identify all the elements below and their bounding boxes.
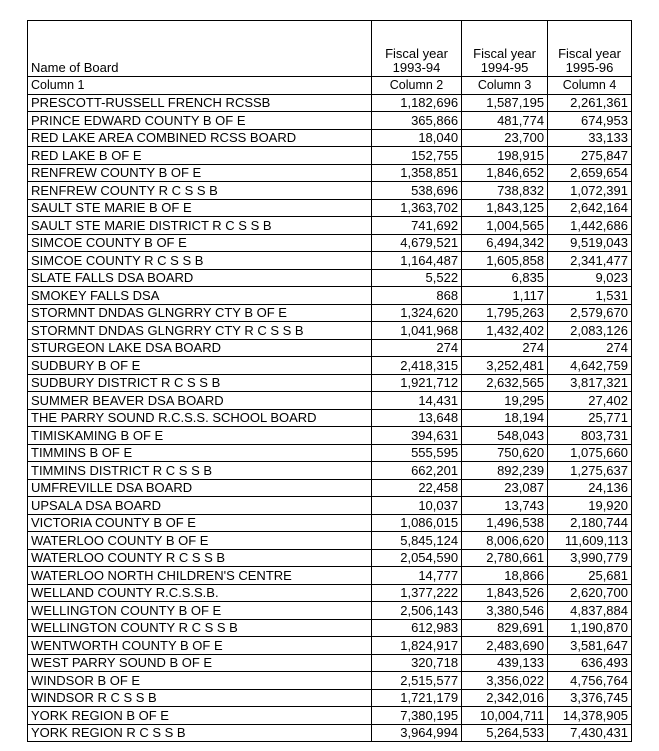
board-name-cell: TIMMINS DISTRICT R C S S B xyxy=(28,462,372,480)
board-name-cell: UMFREVILLE DSA BOARD xyxy=(28,479,372,497)
fy-1995-96-cell: 3,581,647 xyxy=(548,637,632,655)
fy-1995-96-cell: 4,642,759 xyxy=(548,357,632,375)
board-name-cell: SUMMER BEAVER DSA BOARD xyxy=(28,392,372,410)
fy-1993-94-cell: 1,086,015 xyxy=(371,514,461,532)
fy-1995-96-cell: 9,519,043 xyxy=(548,234,632,252)
table-row xyxy=(28,164,632,182)
table-row xyxy=(28,374,632,392)
board-name-cell: YORK REGION R C S S B xyxy=(28,724,372,742)
fy-1995-96-cell: 1,190,870 xyxy=(548,619,632,637)
table-row xyxy=(28,129,632,147)
table-row xyxy=(28,147,632,165)
fy-1993-94-cell: 1,164,487 xyxy=(371,252,461,270)
fy-1994-95-cell: 13,743 xyxy=(462,497,548,515)
fy-1994-95-cell: 892,239 xyxy=(462,462,548,480)
table-row xyxy=(28,602,632,620)
table-row xyxy=(28,689,632,707)
board-name-cell: RENFREW COUNTY B OF E xyxy=(28,164,372,182)
fy-1993-94-cell: 10,037 xyxy=(371,497,461,515)
board-name-cell: STORMNT DNDAS GLNGRRY CTY R C S S B xyxy=(28,322,372,340)
board-name-cell: UPSALA DSA BOARD xyxy=(28,497,372,515)
fy-1993-94-cell: 152,755 xyxy=(371,147,461,165)
column-4-label: Column 4 xyxy=(548,77,632,95)
board-name-cell: SUDBURY B OF E xyxy=(28,357,372,375)
fy-1994-95-cell: 3,380,546 xyxy=(462,602,548,620)
fy-1995-96-cell: 25,771 xyxy=(548,409,632,427)
fy-1993-94-cell: 18,040 xyxy=(371,129,461,147)
fy-1994-95-cell: 481,774 xyxy=(462,112,548,130)
board-name-cell: WATERLOO COUNTY B OF E xyxy=(28,532,372,550)
fy-1994-95-cell: 3,356,022 xyxy=(462,672,548,690)
fy-1994-95-cell: 274 xyxy=(462,339,548,357)
board-name-cell: SLATE FALLS DSA BOARD xyxy=(28,269,372,287)
fy-1995-96-cell: 3,376,745 xyxy=(548,689,632,707)
fy-1993-94-cell: 2,054,590 xyxy=(371,549,461,567)
fy-1993-94-cell: 741,692 xyxy=(371,217,461,235)
table-row xyxy=(28,322,632,340)
board-name-cell: PRINCE EDWARD COUNTY B OF E xyxy=(28,112,372,130)
fy-1993-94-cell: 1,041,968 xyxy=(371,322,461,340)
board-name-cell: SUDBURY DISTRICT R C S S B xyxy=(28,374,372,392)
fy-1995-96-cell: 2,642,164 xyxy=(548,199,632,217)
fy-1994-95-cell: 19,295 xyxy=(462,392,548,410)
fy-1995-96-cell: 27,402 xyxy=(548,392,632,410)
board-name-cell: STORMNT DNDAS GLNGRRY CTY B OF E xyxy=(28,304,372,322)
fy-1994-95-cell: 2,483,690 xyxy=(462,637,548,655)
fy-1994-95-cell: 18,194 xyxy=(462,409,548,427)
fy-1994-95-cell: 750,620 xyxy=(462,444,548,462)
table-row xyxy=(28,287,632,305)
fy-1995-96-cell: 274 xyxy=(548,339,632,357)
table-row xyxy=(28,94,632,112)
fy-1993-94-cell: 14,431 xyxy=(371,392,461,410)
table-row xyxy=(28,339,632,357)
fy-1994-95-cell: 23,700 xyxy=(462,129,548,147)
column-3-label: Column 3 xyxy=(462,77,548,95)
fy-1995-96-cell: 4,756,764 xyxy=(548,672,632,690)
fiscal-year-1994-95-header: Fiscal year 1994-95 xyxy=(462,21,548,77)
fy-1994-95-cell: 2,780,661 xyxy=(462,549,548,567)
fy-1995-96-cell: 3,817,321 xyxy=(548,374,632,392)
fy-1995-96-cell: 1,442,686 xyxy=(548,217,632,235)
board-name-cell: TIMISKAMING B OF E xyxy=(28,427,372,445)
table-row xyxy=(28,392,632,410)
fy-1994-95-cell: 548,043 xyxy=(462,427,548,445)
fy-1993-94-cell: 1,182,696 xyxy=(371,94,461,112)
fy-1993-94-cell: 4,679,521 xyxy=(371,234,461,252)
fy-1993-94-cell: 2,418,315 xyxy=(371,357,461,375)
fy-1993-94-cell: 7,380,195 xyxy=(371,707,461,725)
table-row xyxy=(28,497,632,515)
fy-1993-94-cell: 320,718 xyxy=(371,654,461,672)
fy-1993-94-cell: 538,696 xyxy=(371,182,461,200)
fy-1994-95-cell: 1,795,263 xyxy=(462,304,548,322)
fy-1995-96-cell: 2,620,700 xyxy=(548,584,632,602)
table-row xyxy=(28,567,632,585)
fy-1994-95-cell: 738,832 xyxy=(462,182,548,200)
table-row xyxy=(28,549,632,567)
fy-1995-96-cell: 1,075,660 xyxy=(548,444,632,462)
fy-1993-94-cell: 22,458 xyxy=(371,479,461,497)
board-name-cell: WATERLOO NORTH CHILDREN'S CENTRE xyxy=(28,567,372,585)
fy-1995-96-cell: 14,378,905 xyxy=(548,707,632,725)
fy-1994-95-cell: 3,252,481 xyxy=(462,357,548,375)
fy-1995-96-cell: 1,275,637 xyxy=(548,462,632,480)
fy-1995-96-cell: 24,136 xyxy=(548,479,632,497)
fy-1995-96-cell: 2,261,361 xyxy=(548,94,632,112)
fy-1994-95-cell: 23,087 xyxy=(462,479,548,497)
fy-1994-95-cell: 1,843,526 xyxy=(462,584,548,602)
table-row xyxy=(28,479,632,497)
fiscal-year-1995-96-header: Fiscal year 1995-96 xyxy=(548,21,632,77)
fy-1995-96-cell: 275,847 xyxy=(548,147,632,165)
fy-1993-94-cell: 3,964,994 xyxy=(371,724,461,742)
fy-1994-95-cell: 198,915 xyxy=(462,147,548,165)
table-row xyxy=(28,304,632,322)
fy-1995-96-cell: 33,133 xyxy=(548,129,632,147)
board-name-cell: TIMMINS B OF E xyxy=(28,444,372,462)
board-name-cell: WENTWORTH COUNTY B OF E xyxy=(28,637,372,655)
fy-1993-94-cell: 1,363,702 xyxy=(371,199,461,217)
board-name-cell: WINDSOR R C S S B xyxy=(28,689,372,707)
table-row xyxy=(28,217,632,235)
fy-1993-94-cell: 5,845,124 xyxy=(371,532,461,550)
board-name-cell: THE PARRY SOUND R.C.S.S. SCHOOL BOARD xyxy=(28,409,372,427)
board-name-cell: WELLINGTON COUNTY R C S S B xyxy=(28,619,372,637)
board-name-cell: SIMCOE COUNTY R C S S B xyxy=(28,252,372,270)
fy-1994-95-cell: 18,866 xyxy=(462,567,548,585)
column-number-row xyxy=(28,77,632,95)
fy-1994-95-cell: 2,342,016 xyxy=(462,689,548,707)
fy-1994-95-cell: 1,117 xyxy=(462,287,548,305)
board-name-cell: SIMCOE COUNTY B OF E xyxy=(28,234,372,252)
board-name-cell: SAULT STE MARIE B OF E xyxy=(28,199,372,217)
board-name-cell: SMOKEY FALLS DSA xyxy=(28,287,372,305)
board-name-cell: PRESCOTT-RUSSELL FRENCH RCSSB xyxy=(28,94,372,112)
fy-1993-94-cell: 1,721,179 xyxy=(371,689,461,707)
board-name-cell: STURGEON LAKE DSA BOARD xyxy=(28,339,372,357)
fy-1995-96-cell: 1,072,391 xyxy=(548,182,632,200)
fy-1994-95-cell: 10,004,711 xyxy=(462,707,548,725)
board-name-cell: SAULT STE MARIE DISTRICT R C S S B xyxy=(28,217,372,235)
board-fiscal-table xyxy=(27,20,632,742)
fy-1993-94-cell: 868 xyxy=(371,287,461,305)
board-name-cell: YORK REGION B OF E xyxy=(28,707,372,725)
fy-1994-95-cell: 2,632,565 xyxy=(462,374,548,392)
fy-1994-95-cell: 439,133 xyxy=(462,654,548,672)
table-row xyxy=(28,409,632,427)
fy-1995-96-cell: 2,659,654 xyxy=(548,164,632,182)
fy-1993-94-cell: 394,631 xyxy=(371,427,461,445)
fy-1995-96-cell: 2,180,744 xyxy=(548,514,632,532)
fy-1995-96-cell: 803,731 xyxy=(548,427,632,445)
board-name-cell: WELLINGTON COUNTY B OF E xyxy=(28,602,372,620)
table-row xyxy=(28,234,632,252)
fy-1994-95-cell: 1,843,125 xyxy=(462,199,548,217)
fy-1993-94-cell: 1,324,620 xyxy=(371,304,461,322)
fy-1993-94-cell: 1,377,222 xyxy=(371,584,461,602)
fy-1993-94-cell: 662,201 xyxy=(371,462,461,480)
fy-1993-94-cell: 13,648 xyxy=(371,409,461,427)
fy-1995-96-cell: 11,609,113 xyxy=(548,532,632,550)
table-row xyxy=(28,637,632,655)
fy-1994-95-cell: 6,835 xyxy=(462,269,548,287)
fy-1995-96-cell: 19,920 xyxy=(548,497,632,515)
table-row xyxy=(28,584,632,602)
fy-1993-94-cell: 365,866 xyxy=(371,112,461,130)
table-row xyxy=(28,619,632,637)
fy-1994-95-cell: 6,494,342 xyxy=(462,234,548,252)
header-row xyxy=(28,21,632,77)
table-row xyxy=(28,724,632,742)
fy-1995-96-cell: 4,837,884 xyxy=(548,602,632,620)
fy-1994-95-cell: 1,432,402 xyxy=(462,322,548,340)
table-row xyxy=(28,672,632,690)
board-name-cell: WELLAND COUNTY R.C.S.S.B. xyxy=(28,584,372,602)
table-row xyxy=(28,427,632,445)
fy-1994-95-cell: 829,691 xyxy=(462,619,548,637)
board-name-cell: VICTORIA COUNTY B OF E xyxy=(28,514,372,532)
fy-1995-96-cell: 2,341,477 xyxy=(548,252,632,270)
table-row xyxy=(28,654,632,672)
table-row xyxy=(28,252,632,270)
column-2-label: Column 2 xyxy=(371,77,461,95)
table-row xyxy=(28,112,632,130)
fy-1993-94-cell: 5,522 xyxy=(371,269,461,287)
table-row xyxy=(28,707,632,725)
fy-1995-96-cell: 2,579,670 xyxy=(548,304,632,322)
board-name-cell: WEST PARRY SOUND B OF E xyxy=(28,654,372,672)
fy-1993-94-cell: 274 xyxy=(371,339,461,357)
fy-1995-96-cell: 9,023 xyxy=(548,269,632,287)
table-row xyxy=(28,357,632,375)
fy-1993-94-cell: 2,515,577 xyxy=(371,672,461,690)
fiscal-year-1993-94-header: Fiscal year 1993-94 xyxy=(371,21,461,77)
board-name-cell: WINDSOR B OF E xyxy=(28,672,372,690)
fy-1995-96-cell: 636,493 xyxy=(548,654,632,672)
fy-1994-95-cell: 5,264,533 xyxy=(462,724,548,742)
table-row xyxy=(28,514,632,532)
fy-1993-94-cell: 555,595 xyxy=(371,444,461,462)
fy-1995-96-cell: 674,953 xyxy=(548,112,632,130)
fy-1994-95-cell: 1,496,538 xyxy=(462,514,548,532)
fy-1994-95-cell: 1,587,195 xyxy=(462,94,548,112)
fy-1994-95-cell: 1,846,652 xyxy=(462,164,548,182)
fy-1993-94-cell: 14,777 xyxy=(371,567,461,585)
fy-1995-96-cell: 2,083,126 xyxy=(548,322,632,340)
fy-1993-94-cell: 1,358,851 xyxy=(371,164,461,182)
column-1-label: Column 1 xyxy=(28,77,372,95)
fy-1995-96-cell: 1,531 xyxy=(548,287,632,305)
fy-1993-94-cell: 612,983 xyxy=(371,619,461,637)
fy-1995-96-cell: 7,430,431 xyxy=(548,724,632,742)
table-row xyxy=(28,532,632,550)
fy-1994-95-cell: 1,004,565 xyxy=(462,217,548,235)
fy-1993-94-cell: 2,506,143 xyxy=(371,602,461,620)
fy-1994-95-cell: 1,605,858 xyxy=(462,252,548,270)
board-name-cell: RENFREW COUNTY R C S S B xyxy=(28,182,372,200)
fy-1995-96-cell: 25,681 xyxy=(548,567,632,585)
table-row xyxy=(28,462,632,480)
fy-1994-95-cell: 8,006,620 xyxy=(462,532,548,550)
name-of-board-header: Name of Board xyxy=(28,21,372,77)
board-name-cell: RED LAKE B OF E xyxy=(28,147,372,165)
fy-1995-96-cell: 3,990,779 xyxy=(548,549,632,567)
table-row xyxy=(28,269,632,287)
fy-1993-94-cell: 1,824,917 xyxy=(371,637,461,655)
table-row xyxy=(28,444,632,462)
fy-1993-94-cell: 1,921,712 xyxy=(371,374,461,392)
table-row xyxy=(28,182,632,200)
board-name-cell: RED LAKE AREA COMBINED RCSS BOARD xyxy=(28,129,372,147)
table-row xyxy=(28,199,632,217)
board-name-cell: WATERLOO COUNTY R C S S B xyxy=(28,549,372,567)
